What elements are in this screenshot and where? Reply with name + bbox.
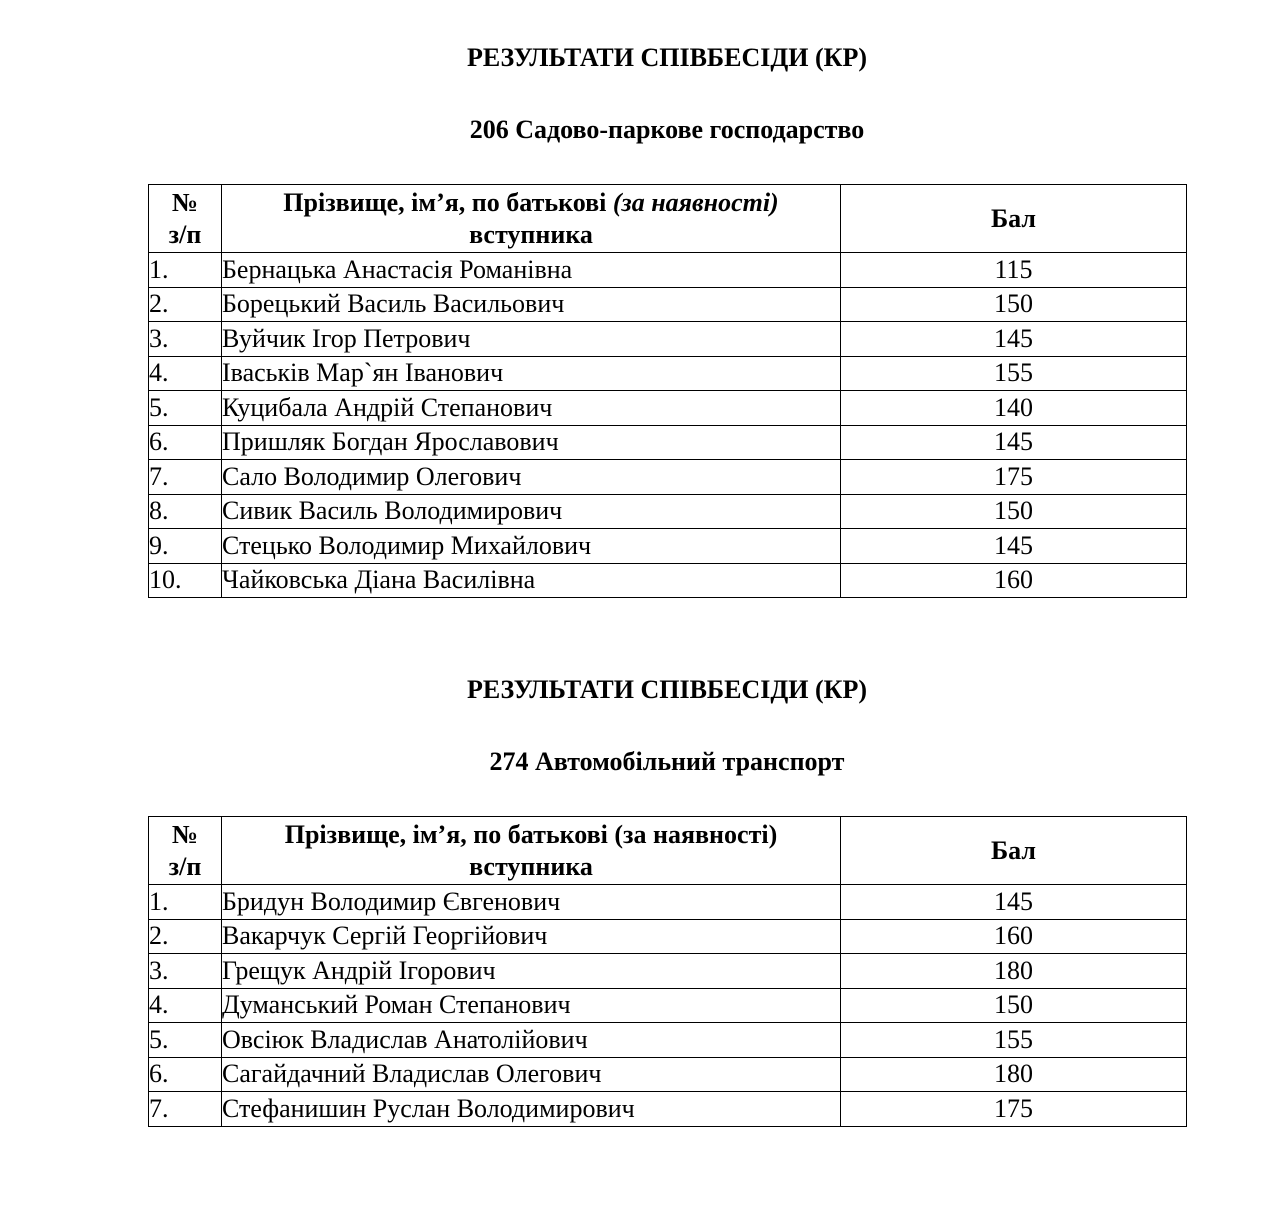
column-header-score: Бал bbox=[841, 185, 1187, 253]
score-value: 150 bbox=[841, 988, 1187, 1023]
table-row bbox=[149, 1057, 1187, 1092]
score-value: 150 bbox=[841, 287, 1187, 322]
name-header-text: Прізвище, ім’я, по батькові bbox=[283, 187, 613, 217]
table-row bbox=[149, 253, 1187, 288]
row-number: 1. bbox=[149, 885, 222, 920]
table-row bbox=[149, 529, 1187, 564]
results-table-1 bbox=[148, 184, 1187, 598]
applicant-name: Іваськів Мар`ян Іванович bbox=[222, 356, 841, 391]
table-row bbox=[149, 322, 1187, 357]
table-row bbox=[149, 988, 1187, 1023]
section-1-title: РЕЗУЛЬТАТИ СПІВБЕСІДИ (КР) bbox=[466, 43, 868, 72]
number-sign: № bbox=[171, 819, 199, 849]
row-number: 4. bbox=[149, 356, 222, 391]
table-row bbox=[149, 460, 1187, 495]
number-abbrev: з/п bbox=[168, 219, 202, 249]
row-number: 10. bbox=[149, 563, 222, 598]
column-header-score: Бал bbox=[841, 817, 1187, 885]
table-body bbox=[149, 253, 1187, 598]
column-header-name bbox=[222, 185, 841, 253]
applicant-name: Сивик Василь Володимирович bbox=[222, 494, 841, 529]
row-number: 5. bbox=[149, 1023, 222, 1058]
number-abbrev: з/п bbox=[168, 851, 202, 881]
applicant-name: Вуйчик Ігор Петрович bbox=[222, 322, 841, 357]
score-value: 160 bbox=[841, 563, 1187, 598]
applicant-name: Сагайдачний Владислав Олегович bbox=[222, 1057, 841, 1092]
applicant-name: Сало Володимир Олегович bbox=[222, 460, 841, 495]
table-row bbox=[149, 1092, 1187, 1127]
table-body bbox=[149, 885, 1187, 1127]
applicant-name: Пришляк Богдан Ярославович bbox=[222, 425, 841, 460]
table-row bbox=[149, 885, 1187, 920]
score-value: 145 bbox=[841, 322, 1187, 357]
results-table-2 bbox=[148, 816, 1187, 1127]
table-row bbox=[149, 919, 1187, 954]
section-1-subtitle: 206 Садово-паркове господарство bbox=[469, 115, 865, 144]
name-header-line2: вступника bbox=[469, 219, 593, 249]
score-value: 180 bbox=[841, 1057, 1187, 1092]
score-value: 180 bbox=[841, 954, 1187, 989]
applicant-name: Думанський Роман Степанович bbox=[222, 988, 841, 1023]
table-row bbox=[149, 425, 1187, 460]
table-row bbox=[149, 391, 1187, 426]
row-number: 7. bbox=[149, 460, 222, 495]
name-header-note: (за наявності) bbox=[612, 187, 779, 217]
column-header-number bbox=[149, 185, 222, 253]
score-value: 150 bbox=[841, 494, 1187, 529]
applicant-name: Стецько Володимир Михайлович bbox=[222, 529, 841, 564]
applicant-name: Бернацька Анастасія Романівна bbox=[222, 253, 841, 288]
score-value: 155 bbox=[841, 356, 1187, 391]
score-value: 145 bbox=[841, 425, 1187, 460]
section-2-subtitle: 274 Автомобільний транспорт bbox=[489, 747, 845, 776]
applicant-name: Грещук Андрій Ігорович bbox=[222, 954, 841, 989]
score-value: 115 bbox=[841, 253, 1187, 288]
table-row bbox=[149, 494, 1187, 529]
applicant-name: Вакарчук Сергій Георгійович bbox=[222, 919, 841, 954]
row-number: 2. bbox=[149, 919, 222, 954]
row-number: 5. bbox=[149, 391, 222, 426]
applicant-name: Стефанишин Руслан Володимирович bbox=[222, 1092, 841, 1127]
table-header-row bbox=[149, 185, 1187, 253]
applicant-name: Куцибала Андрій Степанович bbox=[222, 391, 841, 426]
table-row bbox=[149, 1023, 1187, 1058]
row-number: 3. bbox=[149, 954, 222, 989]
row-number: 4. bbox=[149, 988, 222, 1023]
score-value: 145 bbox=[841, 529, 1187, 564]
row-number: 6. bbox=[149, 425, 222, 460]
score-value: 175 bbox=[841, 1092, 1187, 1127]
applicant-name: Овсіюк Владислав Анатолійович bbox=[222, 1023, 841, 1058]
row-number: 2. bbox=[149, 287, 222, 322]
row-number: 1. bbox=[149, 253, 222, 288]
number-sign: № bbox=[171, 187, 199, 217]
name-header-line2: вступника bbox=[469, 851, 593, 881]
applicant-name: Борецький Василь Васильович bbox=[222, 287, 841, 322]
row-number: 7. bbox=[149, 1092, 222, 1127]
score-value: 160 bbox=[841, 919, 1187, 954]
score-value: 145 bbox=[841, 885, 1187, 920]
applicant-name: Чайковська Діана Василівна bbox=[222, 563, 841, 598]
score-value: 155 bbox=[841, 1023, 1187, 1058]
row-number: 9. bbox=[149, 529, 222, 564]
score-value: 140 bbox=[841, 391, 1187, 426]
column-header-number bbox=[149, 817, 222, 885]
name-header-text: Прізвище, ім’я, по батькові (за наявності) bbox=[284, 819, 778, 849]
table-row bbox=[149, 563, 1187, 598]
section-2-title: РЕЗУЛЬТАТИ СПІВБЕСІДИ (КР) bbox=[466, 675, 868, 704]
row-number: 6. bbox=[149, 1057, 222, 1092]
applicant-name: Бридун Володимир Євгенович bbox=[222, 885, 841, 920]
table-row bbox=[149, 287, 1187, 322]
row-number: 8. bbox=[149, 494, 222, 529]
score-value: 175 bbox=[841, 460, 1187, 495]
table-header-row bbox=[149, 817, 1187, 885]
table-row bbox=[149, 356, 1187, 391]
row-number: 3. bbox=[149, 322, 222, 357]
column-header-name bbox=[222, 817, 841, 885]
table-row bbox=[149, 954, 1187, 989]
